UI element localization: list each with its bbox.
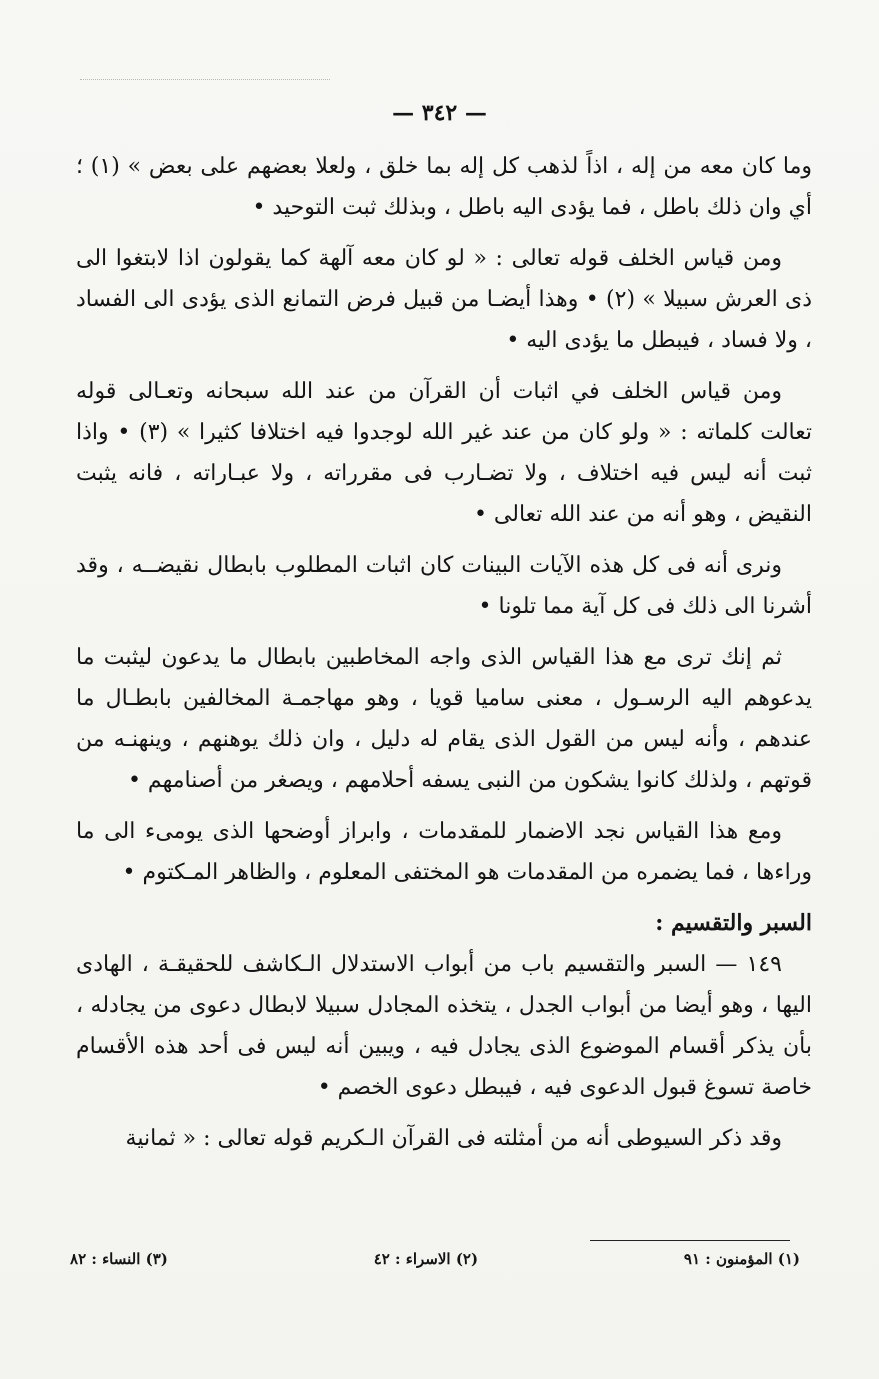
paragraph-6: ومع هذا القياس نجد الاضمار للمقدمات ، وابراز أوضحها الذى يومىء الى ما وراءها ، فما يضمره من المقدمات هو المختفى المعلوم ، والظاهر المـكتوم •	[76, 819, 812, 885]
paragraph-2: ومن قياس الخلف قوله تعالى : « لو كان معه آلهة كما يقولون اذا لابتغوا الى ذى العرش سبيلا » (٢) • وهذا أيضـا من قبيل فرض التمانع الذى يؤدى الى الفساد ، ولا فساد ، فيبطل ما يؤدى اليه •	[76, 246, 813, 353]
section-heading: السبر والتقسيم :	[655, 910, 812, 936]
page-number: — ٣٤٢ —	[392, 100, 487, 126]
footnote-3: (٣) النساء : ٨٢	[70, 1250, 168, 1268]
paragraph-3: ومن قياس الخلف في اثبات أن القرآن من عند الله سبحانه وتعـالى قوله تعالت كلماته : « ولو كان من عند غير الله لوجدوا فيه اختلافا كثيرا » (٣) • واذا ثبت أنه ليس فيه اختلاف ، ولا تضـارب فى مقرراته ، ولا عبـاراته ، فانه يثبت النقيض ، وهو أنه من عند الله تعالى •	[76, 379, 812, 527]
footnote-rule	[590, 1240, 790, 1241]
footnote-1: (١) المؤمنون : ٩١	[683, 1250, 800, 1268]
footnote-2: (٢) الاسراء : ٤٢	[373, 1250, 479, 1268]
paragraph-7: ١٤٩ — السبر والتقسيم باب من أبواب الاستدلال الـكاشف للحقيقـة ، الهادى اليها ، وهو أيضا من أبواب الجدل ، يتخذه المجادل سبيلا لابطال دعوى من يجادله ، بأن يذكر أقسام الموضوع الذى يجادل فيه ، ويبين أنه ليس فى أحد هذه الأقسام خاصة تسوغ قبول الدعوى فيه ، فيبطل دعوى الخصم •	[76, 952, 812, 1100]
page-body	[76, 146, 812, 1169]
paragraph-4: ونرى أنه فى كل هذه الآيات البينات كان اثبات المطلوب بابطال نقيضــه ، وقد أشرنا الى ذلك فى كل آية مما تلونا •	[76, 553, 812, 619]
top-scan-rule	[80, 79, 330, 80]
paragraph-8: وقد ذكر السيوطى أنه من أمثلته فى القرآن الـكريم قوله تعالى : « ثمانية	[125, 1126, 782, 1151]
footnotes	[70, 1250, 800, 1268]
paragraph-1: وما كان معه من إله ، اذاً لذهب كل إله بما خلق ، ولعلا بعضهم على بعض » (١) ؛ أي وان ذلك باطل ، فما يؤدى اليه باطل ، وبذلك ثبت التوحيد •	[76, 154, 812, 220]
paragraph-5: ثم إنك ترى مع هذا القياس الذى واجه المخاطبين بابطال ما يدعون ليثبت ما يدعوهم اليه الرسـول ، معنى ساميا قويا ، وهو مهاجمـة المخالفين بابطـال ما عندهم ، وأنه ليس من القول الذى يقام له دليل ، وان ذلك يوهنهم ، وينهنـه من قوتهم ، ولذلك كانوا يشكون من النبى يسفه أحلامهم ، ويصغر من أصنامهم •	[76, 645, 812, 793]
